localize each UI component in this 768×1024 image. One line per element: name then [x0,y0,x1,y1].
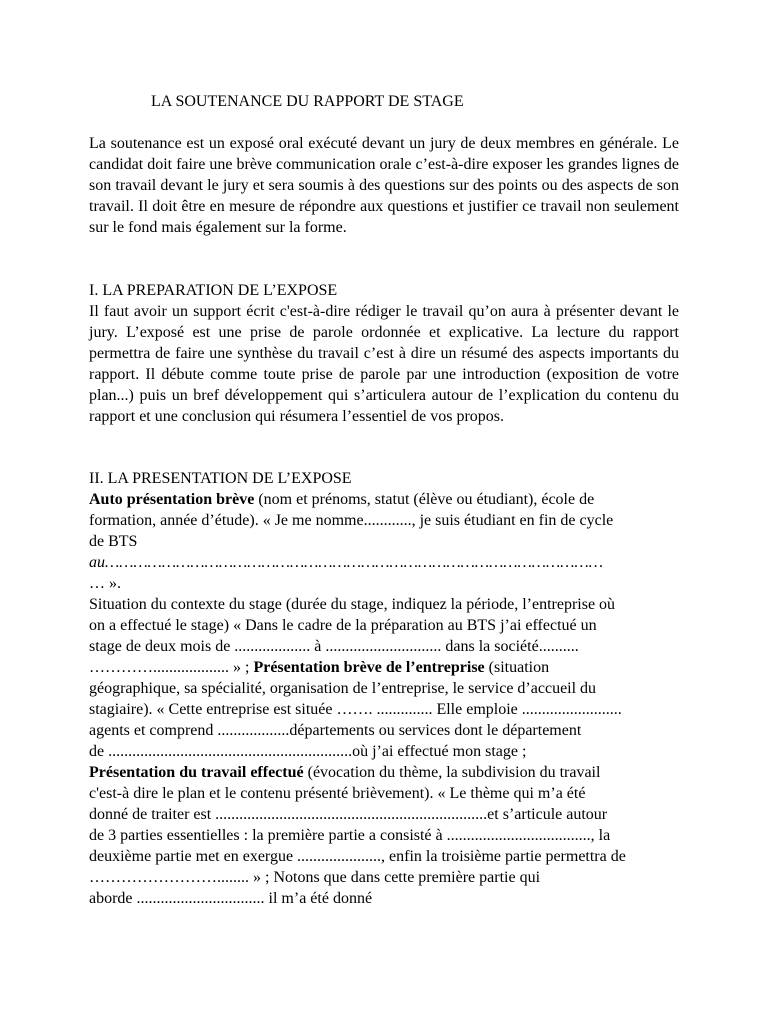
intro-paragraph: La soutenance est un exposé oral exécuté devant un jury de deux membres en générale. Le candidat doit faire une brève communication orale c’est-à-dire exposer les grandes lignes de son travail devant le jury et sera soumis à des questions sur des points ou des aspects de son travail. Il doit être en mesure de répondre aux questions et justifier ce travail non seulement sur le fond mais également sur la forme. [89,135,679,236]
section-2-line: formation, année d’étude). « Je me nomme............, je suis étudiant en fin de cycle [89,512,614,529]
section-2-line: aborde ................................ il m’a été donné [89,890,373,907]
section-2-line [89,762,679,783]
section-2-line: de BTS [89,533,138,550]
section-2-text: (évocation du thème, la subdivision du travail [303,764,601,781]
section-2-line: Situation du contexte du stage (durée du stage, indiquez la période, l’entreprise où [89,596,616,613]
section-2-line: de 3 parties essentielles : la première partie a consisté à ...................................., la [89,827,611,844]
section-2-line: donné de traiter est ....................................................................et s’articule autour [89,806,608,823]
section-2-line: c'est-à dire le plan et le contenu présenté brièvement). « Le thème qui m’a été [89,785,586,802]
section-1-heading: I. LA PREPARATION DE L’EXPOSE [89,282,338,299]
work-presentation-label: Présentation du travail effectué [89,764,304,781]
section-2-line: au…………………………………………………………………………………………… [89,554,603,571]
section-2-line: ……………………........ » ; Notons que dans cette première partie qui [89,869,541,886]
section-2-line [89,489,679,510]
section-2-line: on a effectué le stage) « Dans le cadre de la préparation au BTS j’ai effectué un [89,617,597,634]
section-2-line: deuxième partie met en exergue ....................., enfin la troisième partie permettra de [89,848,626,865]
section-2-line: stage de deux mois de ................... à ............................. dans la société.......... [89,638,579,655]
section-2-line: agents et comprend ..................départements ou services dont le département [89,722,582,739]
section-2-text: (nom et prénoms, statut (élève ou étudiant), école de [254,491,595,508]
section-2-line: géographique, sa spécialité, organisation de l’entreprise, le service d’accueil du [89,680,597,697]
section-2-line: de .............................................................où j’ai effectué mon stage ; [89,743,527,760]
company-presentation-label: Présentation brève de l’entreprise [253,659,485,676]
section-2-paragraph [89,489,679,909]
section-1-paragraph: Il faut avoir un support écrit c'est-à-dire rédiger le travail qu’on aura à présenter devant le jury. L’exposé est une prise de parole ordonnée et explicative. La lecture du rapport permettra de faire une synthèse du travail c’est à dire un résumé des aspects importants du rapport. Il débute comme toute prise de parole par une introduction (exposition de votre plan...) puis un bref développement qui s’articulera autour de l’explication du contenu du rapport et une conclusion qui résumera l’essentiel de vos propos. [89,303,679,425]
section-2-line: stagiaire). « Cette entreprise est située ……. .............. Elle emploie ......................... [89,701,622,718]
section-2-heading: II. LA PRESENTATION DE L’EXPOSE [89,470,352,487]
section-2-line: … ». [89,575,121,592]
auto-presentation-label: Auto présentation brève [89,491,255,508]
section-2-text: (situation [484,659,550,676]
section-2-line [89,657,679,678]
document-title: LA SOUTENANCE DU RAPPORT DE STAGE [151,93,464,110]
section-2-text: …………................... » ; [89,659,254,676]
